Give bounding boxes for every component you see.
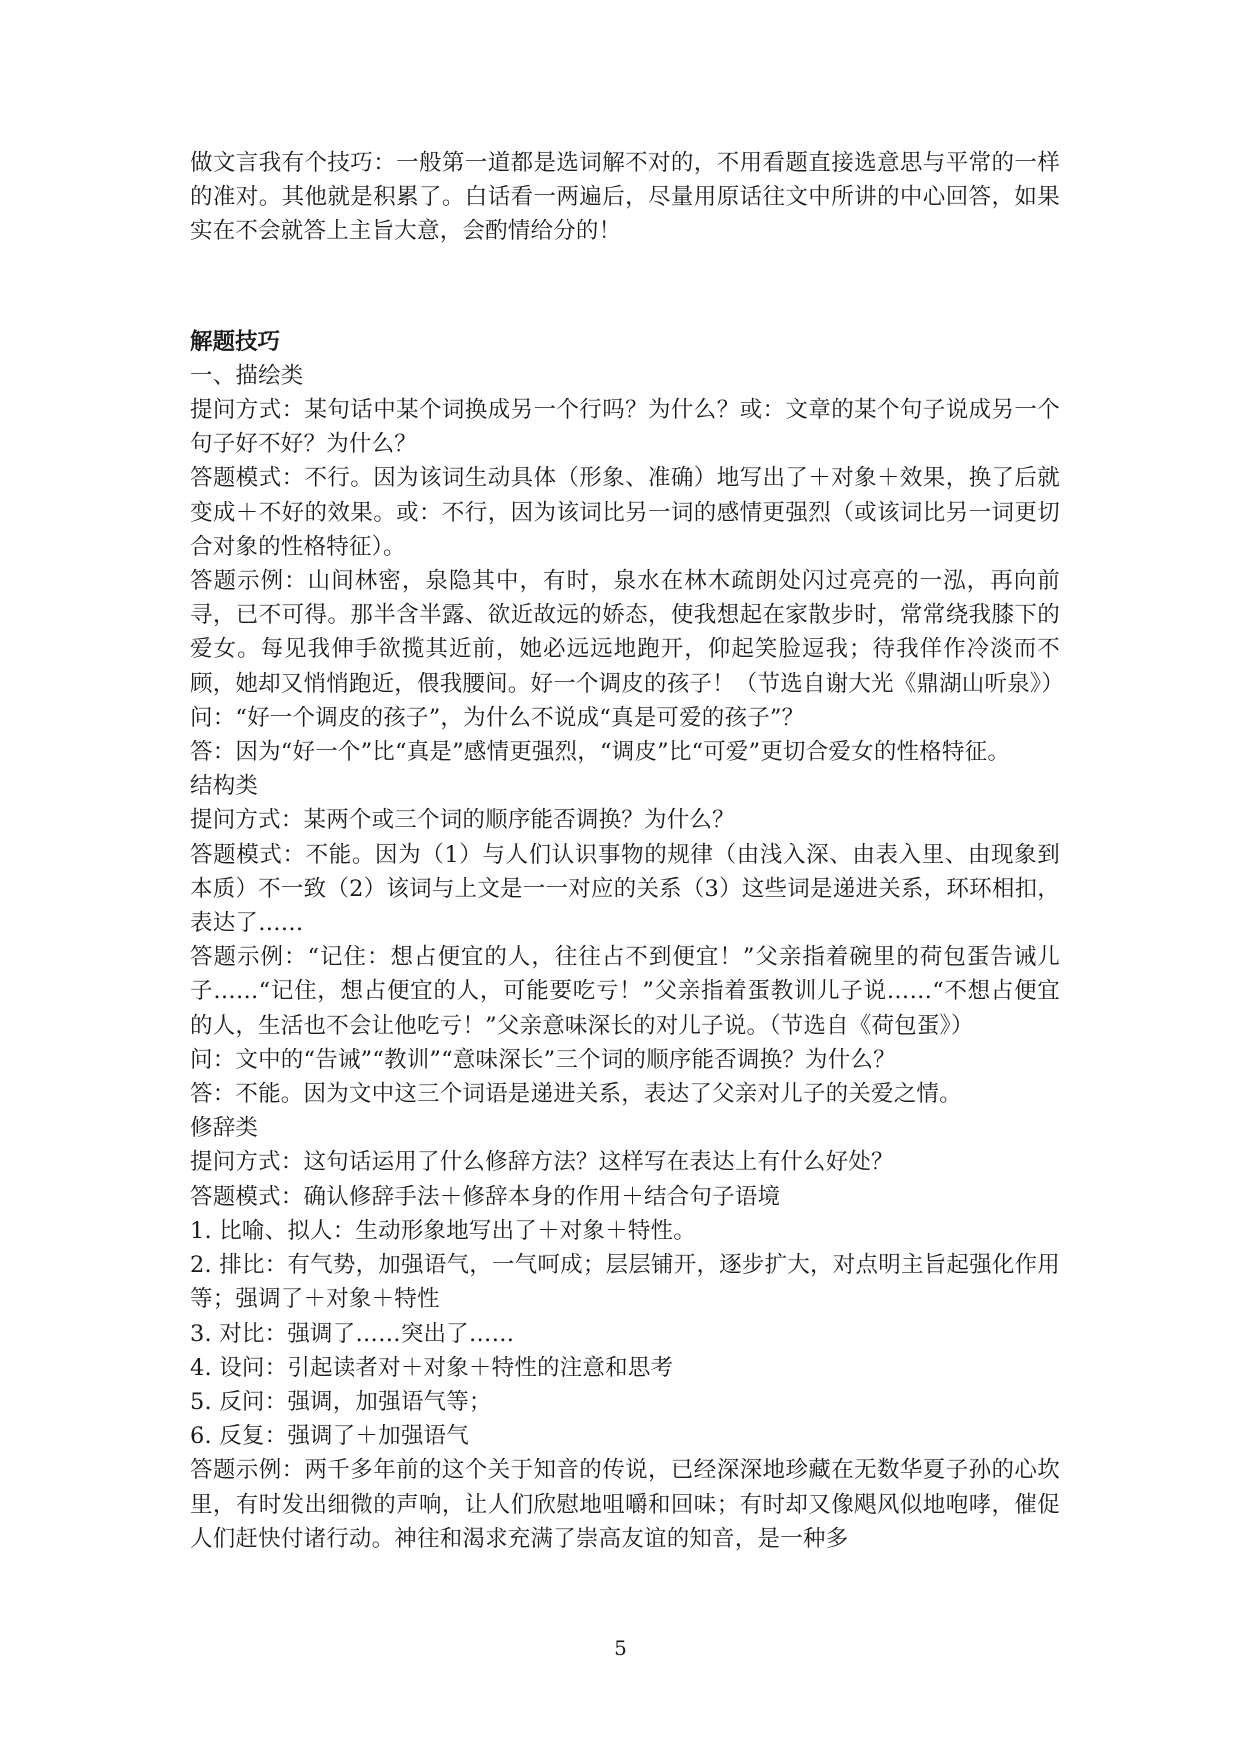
answer-paragraph: 答：不能。因为文中这三个词语是递进关系，表达了父亲对儿子的关爱之情。 [190, 1081, 962, 1108]
list-item: 6. 反复：强调了＋加强语气 [190, 1423, 469, 1450]
question-format-paragraph: 提问方式：某句话中某个词换成另一个行吗？为什么？或：文章的某个句子说成另一个句子好不好？为什么？ [190, 397, 1060, 458]
subsection-heading-rhetoric: 修辞类 [190, 1115, 259, 1142]
question-paragraph: 问：文中的“告诫”“教训”“意味深长”三个词的顺序能否调换？为什么？ [190, 1046, 896, 1073]
answer-paragraph: 答：因为“好一个”比“真是”感情更强烈，“调皮”比“可爱”更切合爱女的性格特征。 [190, 739, 1011, 766]
page-body [190, 146, 1065, 1556]
question-format-paragraph: 提问方式：某两个或三个词的顺序能否调换？为什么？ [190, 807, 735, 834]
answer-pattern-paragraph: 答题模式：不能。因为（1）与人们认识事物的规律（由浅入深、由表入里、由现象到本质）不一致（2）该词与上文是一一对应的关系（3）这些词是递进关系，环环相扣，表达了…… [190, 841, 1060, 937]
question-paragraph: 问：“好一个调皮的孩子”，为什么不说成“真是可爱的孩子”？ [190, 704, 805, 731]
list-item: 1. 比喻、拟人：生动形象地写出了＋对象＋特性。 [190, 1217, 696, 1244]
answer-pattern-paragraph: 答题模式：不行。因为该词生动具体（形象、准确）地写出了＋对象＋效果，换了后就变成＋不好的效果。或：不行，因为该词比另一词的感情更强烈（或该词比另一词更切合对象的性格特征）。 [190, 465, 1060, 560]
list-item: 2. 排比：有气势，加强语气，一气呵成；层层铺开，逐步扩大，对点明主旨起强化作用等；强调了＋对象＋特性 [190, 1252, 1060, 1313]
subsection-heading-description: 一、描绘类 [190, 362, 304, 389]
paragraph-gap [190, 249, 1060, 325]
list-item: 3. 对比：强调了……突出了…… [190, 1320, 515, 1347]
page-number: 5 [614, 1636, 627, 1660]
list-item: 4. 设问：引起读者对＋对象＋特性的注意和思考 [190, 1354, 674, 1381]
answer-pattern-paragraph: 答题模式：确认修辞手法＋修辞本身的作用＋结合句子语境 [190, 1183, 781, 1210]
list-item: 5. 反问：强调，加强语气等； [190, 1388, 492, 1415]
answer-example-paragraph: 答题示例：两千多年前的这个关于知音的传说，已经深深地珍藏在无数华夏子孙的心坎里，有时发出细微的声响，让人们欣慰地咀嚼和回味；有时却又像飓风似地咆哮，催促人们赶快付诸行动。神往和渴求充满了崇高友谊的知音，是一种多 [190, 1457, 1060, 1552]
answer-example-paragraph: 答题示例：“记住：想占便宜的人，往往占不到便宜！”父亲指着碗里的荷包蛋告诫儿子……“记住，想占便宜的人，可能要吃亏！”父亲指着蛋教训儿子说……“不想占便宜的人，生活也不会让他吃亏！”父亲意味深长的对儿子说。（节选自《荷包蛋》） [190, 944, 1060, 1039]
answer-example-paragraph: 答题示例：山间林密，泉隐其中，有时，泉水在林木疏朗处闪过亮亮的一泓，再向前寻，已不可得。那半含半露、欲近故远的娇态，使我想起在家散步时，常常绕我膝下的爱女。每见我伸手欲揽其近前，她必远远地跑开，仰起笑脸逗我；待我佯作冷淡而不顾，她却又悄悄跑近，偎我腰间。好一个调皮的孩子！（节选自谢大光《鼎湖山听泉》） [190, 568, 1065, 697]
subsection-heading-structure: 结构类 [190, 773, 259, 800]
intro-paragraph: 做文言我有个技巧：一般第一道都是选词解不对的，不用看题直接选意思与平常的一样的准对。其他就是积累了。白话看一两遍后，尽量用原话往文中所讲的中心回答，如果实在不会就答上主旨大意，会酌情给分的！ [190, 150, 1060, 245]
question-format-paragraph: 提问方式：这句话运用了什么修辞方法？这样写在表达上有什么好处？ [190, 1149, 894, 1176]
section-heading: 解题技巧 [190, 328, 281, 355]
